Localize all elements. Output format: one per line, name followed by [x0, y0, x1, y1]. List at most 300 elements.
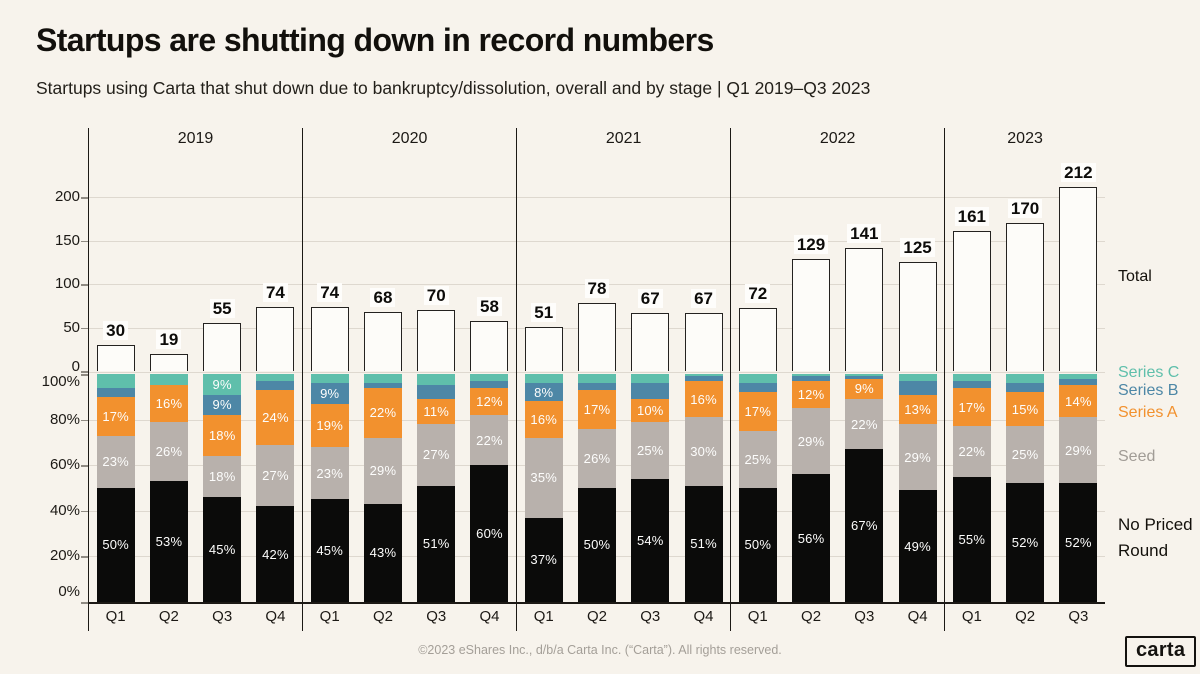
segment-npr — [739, 488, 777, 602]
segment-series_b — [578, 383, 616, 390]
segment-percent-label: 49% — [904, 538, 931, 554]
total-bar — [364, 312, 402, 371]
total-bar-area — [624, 154, 677, 371]
segment-npr — [792, 474, 830, 602]
total-bar-area — [1052, 154, 1105, 371]
bottom-y-tick: 60% — [49, 456, 80, 474]
year-label: 2021 — [605, 130, 642, 147]
year-group-2022 — [730, 128, 944, 631]
total-value-label — [891, 238, 944, 258]
total-value: 67 — [638, 289, 663, 308]
segment-npr — [578, 488, 616, 602]
axis-tick — [81, 602, 88, 604]
segment-npr — [311, 499, 349, 602]
total-value: 19 — [156, 330, 181, 349]
segment-npr — [97, 488, 135, 602]
axis-tick — [81, 374, 88, 376]
segment-series_c — [631, 374, 669, 383]
year-group-2019 — [88, 128, 302, 631]
total-value: 141 — [847, 224, 881, 243]
segment-series_a — [845, 379, 883, 400]
legend-total: Total — [1118, 268, 1152, 285]
segment-percent-label: 16% — [530, 412, 558, 428]
quarter-label: Q2 — [1015, 608, 1036, 625]
total-value-label — [677, 289, 730, 309]
segment-series_c — [899, 374, 937, 381]
bars-row — [303, 154, 516, 631]
total-value: 125 — [900, 238, 934, 257]
segment-seed — [631, 422, 669, 479]
segment-seed — [417, 424, 455, 486]
bar-column — [784, 154, 837, 631]
legend-no-priced-round: No Priced Round — [1118, 515, 1193, 560]
bar-column — [624, 154, 677, 631]
copyright-notice: ©2023 eShares Inc., d/b/a Carta Inc. (“Carta”). All rights reserved. — [418, 643, 782, 657]
segment-seed — [1006, 426, 1044, 483]
year-group-2020 — [302, 128, 516, 631]
segment-series_a — [792, 381, 830, 408]
total-value-label — [356, 288, 409, 308]
chart-subtitle: Startups using Carta that shut down due to bankruptcy/dissolution, overall and by stage | Q1 2019–Q3 2023 — [36, 78, 871, 98]
total-bar-area — [142, 154, 195, 371]
segment-series_c — [150, 374, 188, 385]
quarter-label: Q3 — [1068, 608, 1089, 625]
total-value-label — [196, 299, 249, 319]
segment-percent-label: 15% — [1011, 401, 1039, 417]
total-bar — [578, 303, 616, 371]
total-bar — [899, 262, 937, 371]
axis-tick — [81, 556, 88, 558]
segment-percent-label: 12% — [797, 386, 825, 402]
segment-percent-label: 60% — [476, 526, 503, 542]
top-y-tick: 0 — [71, 358, 80, 375]
quarter-label: Q1 — [319, 608, 340, 625]
segment-series_c — [364, 374, 402, 383]
segment-percent-label: 9% — [212, 376, 232, 392]
segment-percent-label: 30% — [690, 443, 717, 459]
segment-series_c — [311, 374, 349, 383]
segment-series_a — [470, 388, 508, 415]
total-value: 170 — [1008, 199, 1042, 218]
bar-column — [463, 154, 516, 631]
bar-column — [570, 154, 623, 631]
segment-series_c — [203, 374, 241, 395]
segment-percent-label: 25% — [636, 442, 664, 458]
legend-series-a: Series A — [1118, 404, 1178, 421]
stacked-bar — [899, 374, 937, 602]
segment-npr — [417, 486, 455, 602]
segment-npr — [203, 497, 241, 602]
segment-percent-label: 45% — [208, 542, 236, 558]
total-bar — [256, 307, 294, 371]
segment-percent-label: 17% — [958, 399, 986, 415]
total-value: 58 — [477, 297, 502, 316]
segment-percent-label: 29% — [369, 463, 397, 479]
total-bar-area — [784, 154, 837, 371]
total-bar — [150, 354, 188, 371]
segment-seed — [97, 436, 135, 488]
axis-tick — [81, 328, 88, 330]
stacked-bar — [97, 374, 135, 602]
axis-tick — [81, 284, 88, 286]
bar-column — [249, 154, 302, 631]
total-value: 72 — [745, 284, 770, 303]
segment-series_a — [1006, 392, 1044, 426]
stacked-bar — [470, 374, 508, 602]
year-label: 2020 — [391, 130, 428, 147]
bar-column — [410, 154, 463, 631]
segment-seed — [311, 447, 349, 499]
year-label: 2022 — [819, 130, 856, 147]
top-y-tick: 200 — [54, 188, 80, 205]
segment-percent-label: 9% — [320, 385, 340, 401]
segment-percent-label: 12% — [476, 393, 503, 409]
total-value-label — [410, 286, 463, 306]
total-value-label — [142, 330, 195, 350]
segment-npr — [256, 506, 294, 602]
total-value: 74 — [263, 283, 288, 302]
segment-series_b — [953, 381, 991, 388]
segment-series_b — [1059, 379, 1097, 386]
bar-groups — [88, 128, 1105, 631]
segment-seed — [845, 399, 883, 449]
segment-series_a — [578, 390, 616, 429]
segment-series_c — [953, 374, 991, 381]
segment-percent-label: 26% — [155, 443, 183, 459]
segment-seed — [1059, 417, 1097, 483]
total-bar-area — [356, 154, 409, 371]
bar-column — [677, 154, 730, 631]
segment-percent-label: 27% — [422, 447, 450, 463]
segment-percent-label: 17% — [744, 404, 772, 420]
segment-percent-label: 23% — [316, 465, 343, 481]
total-value-label — [1052, 163, 1105, 183]
top-y-tick: 150 — [54, 231, 80, 249]
year-label: 2023 — [1007, 130, 1043, 147]
total-value: 161 — [955, 207, 989, 226]
segment-series_a — [631, 399, 669, 422]
segment-percent-label: 17% — [583, 401, 611, 417]
total-bar — [1006, 223, 1044, 371]
bar-column — [731, 154, 784, 631]
segment-percent-label: 51% — [422, 536, 450, 552]
segment-percent-label: 9% — [212, 397, 232, 413]
bottom-y-tick: 20% — [49, 547, 80, 565]
bar-column — [838, 154, 891, 631]
bar-column — [945, 154, 998, 631]
bar-column — [1052, 154, 1105, 631]
segment-series_c — [470, 374, 508, 381]
quarter-label: Q2 — [372, 608, 393, 625]
segment-percent-label: 22% — [369, 405, 397, 421]
segment-series_a — [311, 404, 349, 447]
total-value-label — [463, 297, 516, 317]
quarter-label: Q3 — [854, 608, 875, 625]
segment-series_a — [739, 392, 777, 431]
total-bar — [631, 313, 669, 371]
segment-seed — [364, 438, 402, 504]
axis-tick — [81, 420, 88, 422]
segment-seed — [685, 417, 723, 485]
segment-percent-label: 52% — [1011, 535, 1039, 551]
segment-npr — [1006, 483, 1044, 602]
segment-series_c — [97, 374, 135, 388]
segment-series_c — [578, 374, 616, 383]
total-value-label — [303, 283, 356, 303]
segment-series_a — [417, 399, 455, 424]
segment-series_b — [470, 381, 508, 388]
segment-npr — [470, 465, 508, 602]
legend-seed: Seed — [1118, 448, 1156, 465]
segment-npr — [525, 518, 563, 602]
segment-percent-label: 35% — [530, 470, 558, 486]
segment-series_b — [256, 381, 294, 390]
segment-series_b — [739, 383, 777, 392]
segment-seed — [470, 415, 508, 465]
total-value-label — [517, 303, 570, 323]
stacked-bar — [150, 374, 188, 602]
total-bar-area — [517, 154, 570, 371]
stacked-bar — [578, 374, 616, 602]
total-value: 30 — [103, 321, 128, 340]
stacked-bar — [417, 374, 455, 602]
x-axis-line — [88, 602, 1105, 604]
segment-series_a — [1059, 385, 1097, 417]
total-value: 129 — [794, 235, 828, 254]
quarter-label: Q1 — [747, 608, 768, 625]
segment-npr — [899, 490, 937, 602]
quarter-label: Q3 — [212, 608, 233, 625]
quarter-label: Q1 — [105, 608, 126, 625]
quarter-label: Q3 — [426, 608, 447, 625]
bar-column — [998, 154, 1051, 631]
segment-percent-label: 42% — [262, 546, 289, 562]
stacked-bar — [685, 374, 723, 602]
segment-percent-label: 8% — [534, 384, 554, 400]
segment-percent-label: 16% — [690, 391, 717, 407]
bars-row — [89, 154, 302, 631]
segment-series_a — [899, 395, 937, 425]
total-bar — [97, 345, 135, 371]
segment-series_a — [953, 388, 991, 427]
segment-percent-label: 22% — [958, 443, 986, 459]
total-bar — [1059, 187, 1097, 371]
axis-tick — [81, 511, 88, 513]
quarter-label: Q4 — [693, 608, 714, 625]
quarter-label: Q4 — [265, 608, 286, 625]
total-bar — [525, 327, 563, 371]
total-value: 51 — [531, 303, 556, 322]
total-bar — [203, 323, 241, 371]
segment-seed — [150, 422, 188, 481]
segment-series_c — [525, 374, 563, 383]
quarter-label: Q2 — [801, 608, 822, 625]
axis-tick — [81, 197, 88, 199]
stacked-bar — [739, 374, 777, 602]
legend-series-c: Series C — [1118, 364, 1180, 381]
total-bar — [792, 259, 830, 371]
segment-percent-label: 23% — [102, 454, 129, 470]
bar-column — [303, 154, 356, 631]
year-group-2023 — [944, 128, 1105, 631]
segment-seed — [256, 445, 294, 507]
segment-percent-label: 37% — [530, 552, 558, 568]
segment-npr — [685, 486, 723, 602]
segment-percent-label: 29% — [904, 449, 931, 465]
total-bar-area — [570, 154, 623, 371]
segment-seed — [203, 456, 241, 497]
year-group-2021 — [516, 128, 730, 631]
segment-npr — [364, 504, 402, 602]
segment-series_b — [525, 383, 563, 401]
segment-seed — [792, 408, 830, 474]
segment-series_a — [150, 385, 188, 421]
segment-series_a — [97, 397, 135, 436]
bar-column — [196, 154, 249, 631]
segment-percent-label: 53% — [155, 534, 183, 550]
total-bar — [685, 313, 723, 371]
stacked-bar — [631, 374, 669, 602]
segment-series_b — [631, 383, 669, 399]
segment-percent-label: 22% — [850, 416, 878, 432]
segment-percent-label: 43% — [369, 545, 397, 561]
segment-seed — [578, 429, 616, 488]
segment-series_c — [417, 374, 455, 385]
bar-column — [356, 154, 409, 631]
total-bar-area — [463, 154, 516, 371]
quarter-label: Q4 — [907, 608, 928, 625]
segment-npr — [1059, 483, 1097, 602]
segment-percent-label: 25% — [744, 451, 772, 467]
segment-series_c — [256, 374, 294, 381]
segment-npr — [953, 477, 991, 602]
bars-row — [945, 154, 1105, 631]
total-bar — [311, 307, 349, 371]
segment-npr — [150, 481, 188, 602]
segment-npr — [631, 479, 669, 602]
segment-percent-label: 67% — [850, 518, 878, 534]
total-bar-area — [249, 154, 302, 371]
total-value-label — [998, 199, 1051, 219]
segment-npr — [845, 449, 883, 602]
segment-series_a — [256, 390, 294, 445]
segment-series_c — [1006, 374, 1044, 383]
quarter-label: Q1 — [961, 608, 982, 625]
total-bar-area — [196, 154, 249, 371]
total-bar — [417, 310, 455, 371]
total-value: 74 — [317, 283, 342, 302]
stacked-bar — [845, 374, 883, 602]
segment-percent-label: 11% — [423, 404, 450, 420]
segment-percent-label: 17% — [102, 408, 129, 424]
total-bar-area — [945, 154, 998, 371]
total-value-label — [945, 207, 998, 227]
stacked-bar — [203, 374, 241, 602]
total-bar — [845, 248, 883, 371]
total-value-label — [784, 235, 837, 255]
total-bar-area — [838, 154, 891, 371]
stacked-bar — [311, 374, 349, 602]
stacked-bar — [256, 374, 294, 602]
stacked-bar — [525, 374, 563, 602]
legend-series-b: Series B — [1118, 382, 1179, 399]
segment-seed — [525, 438, 563, 518]
quarter-label: Q2 — [158, 608, 179, 625]
stacked-bar — [792, 374, 830, 602]
quarter-label: Q4 — [479, 608, 500, 625]
segment-percent-label: 25% — [1011, 447, 1039, 463]
segment-series_a — [364, 388, 402, 438]
bottom-y-tick: 0% — [58, 583, 80, 600]
bar-column — [517, 154, 570, 631]
segment-seed — [953, 426, 991, 476]
segment-seed — [739, 431, 777, 488]
total-value: 78 — [585, 279, 610, 298]
segment-percent-label: 50% — [583, 537, 611, 553]
segment-percent-label: 27% — [262, 467, 289, 483]
bottom-y-tick: 80% — [49, 410, 80, 428]
segment-percent-label: 54% — [636, 532, 664, 548]
segment-series_b — [97, 388, 135, 397]
total-bar-area — [731, 154, 784, 371]
segment-percent-label: 13% — [904, 401, 931, 417]
total-bar-area — [410, 154, 463, 371]
segment-series_b — [1006, 383, 1044, 392]
stacked-bar — [953, 374, 991, 602]
segment-series_a — [685, 381, 723, 417]
stacked-bar — [1006, 374, 1044, 602]
segment-percent-label: 52% — [1065, 535, 1092, 551]
segment-series_c — [739, 374, 777, 383]
segment-series_b — [899, 381, 937, 395]
bars-row — [517, 154, 730, 631]
total-value-label — [89, 321, 142, 341]
total-value-label — [624, 289, 677, 309]
segment-seed — [899, 424, 937, 490]
segment-series_a — [203, 415, 241, 456]
quarter-label: Q2 — [586, 608, 607, 625]
total-bar-area — [89, 154, 142, 371]
axis-tick — [81, 241, 88, 243]
segment-percent-label: 51% — [690, 536, 717, 552]
segment-percent-label: 14% — [1065, 393, 1092, 409]
top-y-tick: 100 — [54, 275, 80, 292]
bottom-y-tick: 100% — [41, 373, 80, 390]
segment-percent-label: 56% — [797, 530, 825, 546]
total-bar-area — [677, 154, 730, 371]
total-value: 68 — [370, 288, 395, 307]
bars-row — [731, 154, 944, 631]
total-value-label — [731, 284, 784, 304]
segment-series_b — [417, 385, 455, 399]
segment-percent-label: 50% — [744, 537, 772, 553]
segment-percent-label: 29% — [1065, 442, 1092, 458]
segment-series_a — [525, 401, 563, 437]
top-y-tick: 50 — [63, 318, 80, 336]
segment-percent-label: 55% — [958, 531, 986, 547]
bar-column — [891, 154, 944, 631]
total-bar-area — [303, 154, 356, 371]
segment-percent-label: 22% — [476, 432, 503, 448]
segment-percent-label: 18% — [208, 428, 236, 444]
segment-series_b — [311, 383, 349, 404]
total-bar — [739, 308, 777, 371]
bar-column — [89, 154, 142, 631]
segment-percent-label: 45% — [316, 543, 343, 559]
segment-percent-label: 29% — [797, 433, 825, 449]
total-bar-area — [891, 154, 944, 371]
segment-series_b — [203, 395, 241, 416]
